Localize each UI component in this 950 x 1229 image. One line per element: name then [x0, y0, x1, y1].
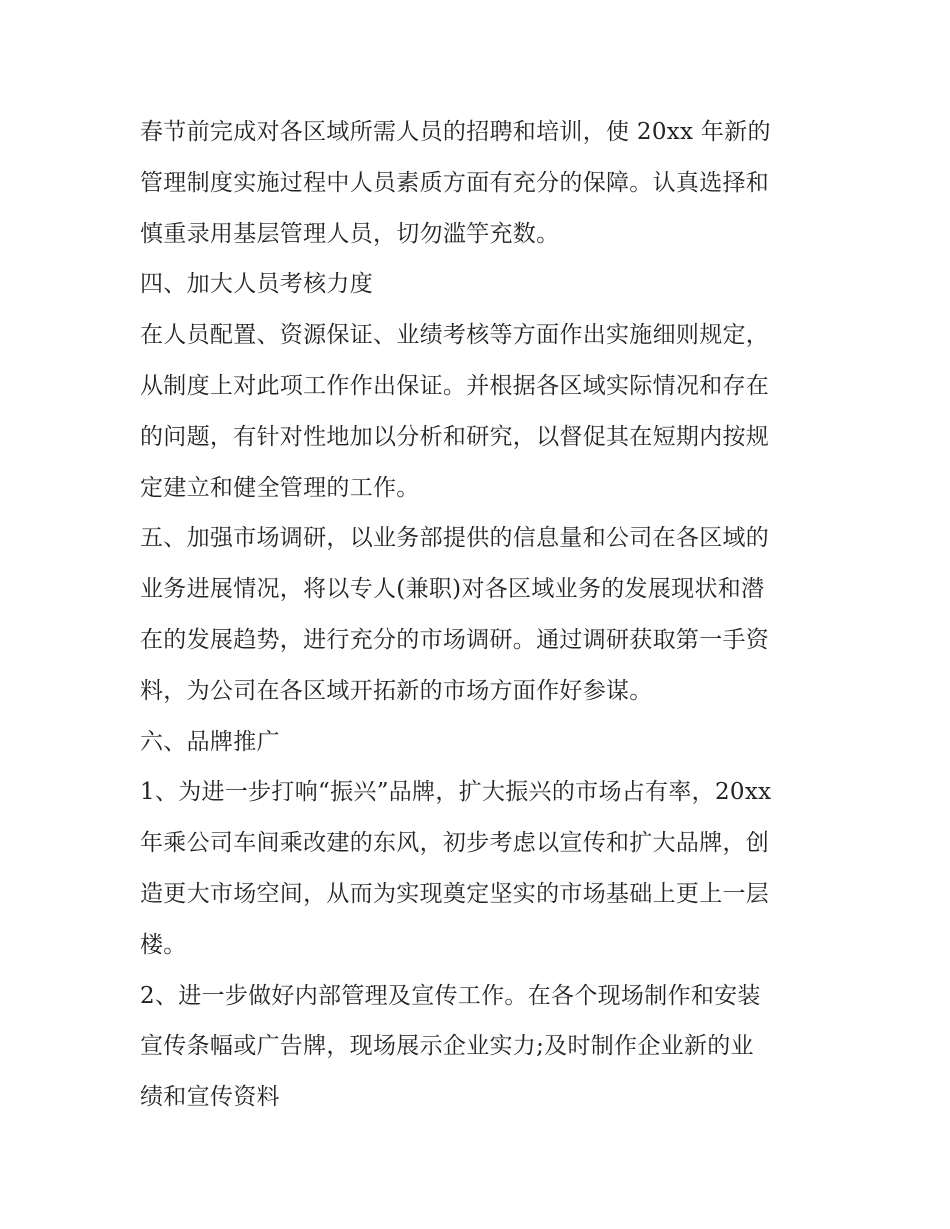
- text-line: 管理制度实施过程中人员素质方面有充分的保障。认真选择和: [140, 169, 770, 196]
- section-heading-5: 五、加强市场调研，以业务部提供的信息量和公司在各区域的: [140, 525, 770, 552]
- text-line: 料，为公司在各区域开拓新的市场方面作好参谋。: [140, 677, 653, 704]
- list-item-1: 1、为进一步打响“振兴”品牌，扩大振兴的市场占有率，20xx: [140, 779, 772, 806]
- text-line: 造更大市场空间，从而为实现奠定坚实的市场基础上更上一层: [140, 880, 770, 907]
- text-line: 绩和宣传资料: [140, 1084, 280, 1111]
- text-line: 的问题，有针对性地加以分析和研究，以督促其在短期内按规: [140, 423, 770, 450]
- text-line: 业务进展情况，将以专人(兼职)对各区域业务的发展现状和潜: [140, 576, 765, 603]
- section-heading-6: 六、品牌推广: [140, 728, 280, 755]
- text-line: 在人员配置、资源保证、业绩考核等方面作出实施细则规定，: [140, 322, 770, 349]
- text-line: 楼。: [140, 931, 187, 958]
- text-line: 宣传条幅或广告牌，现场展示企业实力;及时制作企业新的业: [140, 1033, 754, 1060]
- section-heading-4: 四、加大人员考核力度: [140, 271, 373, 298]
- list-item-2: 2、进一步做好内部管理及宣传工作。在各个现场制作和安装: [140, 982, 761, 1009]
- text-line: 定建立和健全管理的工作。: [140, 474, 420, 501]
- text-line: 在的发展趋势，进行充分的市场调研。通过调研获取第一手资: [140, 626, 770, 653]
- text-line: 从制度上对此项工作作出保证。并根据各区域实际情况和存在: [140, 372, 770, 399]
- document-body: [140, 107, 820, 1123]
- text-line: 春节前完成对各区域所需人员的招聘和培训，使 20xx 年新的: [140, 119, 771, 145]
- text-line: 年乘公司车间乘改建的东风，初步考虑以宣传和扩大品牌，创: [140, 830, 770, 857]
- text-line: 慎重录用基层管理人员，切勿滥竽充数。: [140, 220, 560, 247]
